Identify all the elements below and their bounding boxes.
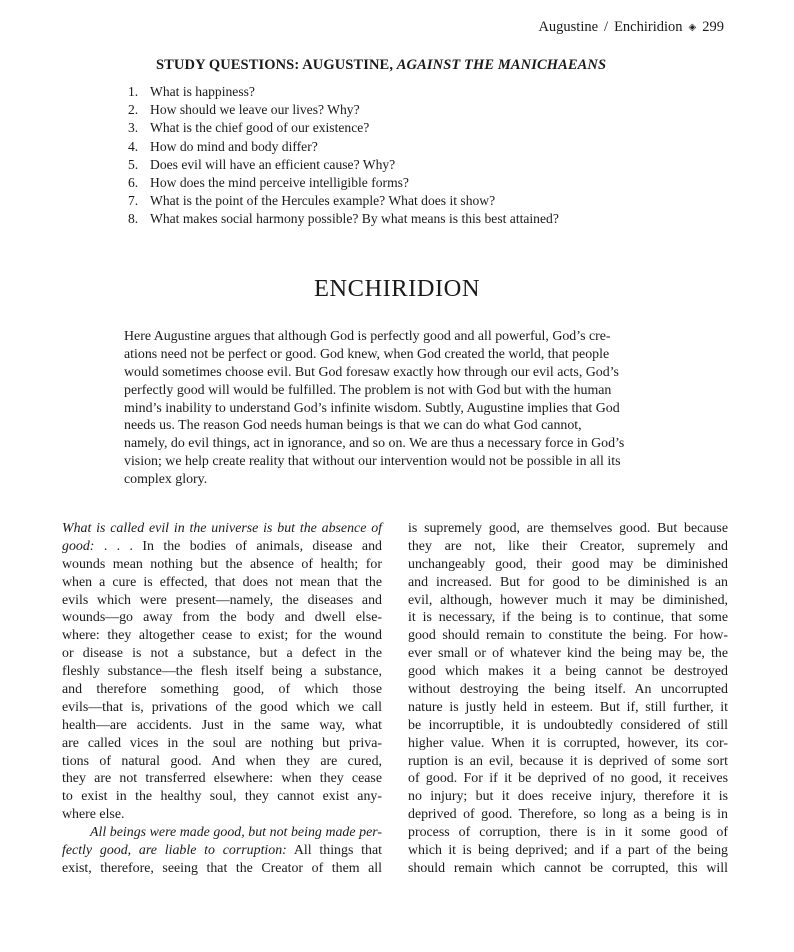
body-line: it is necessary, if the being is to continue, that some: [408, 610, 728, 626]
intro-line: mind’s inability to understand God’s infinite wisdom. Subtly, Augustine implies that God: [124, 400, 620, 416]
intro-line: ations need not be perfect or good. God knew, when God created the world, that people: [124, 346, 610, 362]
question-text: What is the point of the Hercules example? What does it show?: [150, 193, 496, 209]
body-line: and increased. But for good to be diminished is an: [408, 574, 728, 590]
body-line: no injury; but it does receive injury, therefore it is: [408, 789, 728, 805]
body-line: be incorruptible, it is undoubtedly considered of still: [408, 717, 728, 733]
question-text: How do mind and body differ?: [150, 138, 318, 154]
question-item: [128, 101, 559, 119]
body-line: ever small or of whatever kind the being may be, the: [408, 646, 728, 662]
body-line: exist, therefore, seeing that the Creator of them all: [62, 860, 382, 876]
intro-line: would sometimes choose evil. But God foresaw exactly how through our evil acts, God’s: [124, 364, 619, 380]
question-text: How should we leave our lives? Why?: [150, 102, 360, 118]
study-questions-title: [156, 57, 606, 74]
body-line: health—are accidents. Just in the same way, what: [62, 717, 382, 733]
question-number: 2.: [128, 102, 139, 118]
body-line: without destroying the being itself. An uncorrupted: [408, 682, 728, 698]
intro-line: complex glory.: [124, 472, 208, 488]
body-line: higher value. When it is corrupted, however, its cor-: [408, 735, 728, 751]
question-text: What is the chief good of our existence?: [150, 120, 370, 136]
intro-line: Here Augustine argues that although God is perfectly good and all powerful, God’s cre-: [124, 329, 611, 344]
intro-paragraph: [124, 328, 624, 489]
question-item: [128, 210, 559, 228]
body-line-roman: . . . In the bodies of animals, disease and: [94, 538, 382, 554]
question-text: What makes social harmony possible? By what means is this best attained?: [150, 211, 559, 227]
section-title: ENCHIRIDION: [313, 275, 481, 302]
body-line: to exist in the healthy soul, they cannot exist any-: [62, 789, 382, 805]
question-number: 7.: [128, 193, 139, 209]
body-line: process of corruption, there is in it some good of: [408, 825, 728, 841]
question-number: 8.: [128, 211, 139, 227]
question-item: [128, 138, 559, 156]
question-item: [128, 83, 559, 101]
intro-line: vision; we help create reality that without our intervention would not be possible in all its: [124, 454, 621, 470]
body-line: they are not, like their Creator, supremely and: [408, 538, 728, 554]
body-line: unchangeably good, their good may be diminished: [408, 556, 728, 572]
body-line: What is called evil in the universe is but the absence of: [62, 521, 382, 536]
question-text: What is happiness?: [150, 84, 255, 99]
body-line: wounds—go away from the body and dwell else-: [62, 610, 382, 626]
body-line: ruption is an evil, because it is deprived of some sort: [408, 753, 728, 769]
body-line: they are not transferred elsewhere: when they cease: [62, 771, 382, 787]
body-line: good should remain to constitute the being. For how-: [408, 628, 728, 644]
body-line-italic: good:: [62, 538, 95, 554]
left-column: [62, 520, 382, 878]
question-item: [128, 174, 559, 192]
body-line: or disease is not a substance, but a defect in the: [62, 646, 382, 662]
question-number: 1.: [128, 84, 139, 99]
body-line: and therefore something good, of which those: [62, 682, 382, 698]
body-line: is supremely good, are themselves good. But because: [408, 521, 728, 536]
body-line: deprived of good. Therefore, so long as a being is in: [408, 807, 728, 823]
body-line: evils which were present—namely, the diseases and: [62, 592, 382, 608]
body-line-roman: All things that: [286, 843, 382, 859]
body-line: [62, 842, 382, 860]
intro-line: namely, do evil things, act in ignorance, and so on. We are thus a necessary force in God’s: [124, 436, 625, 452]
body-line: where: they altogether cease to exist; for the wound: [62, 628, 382, 644]
body-line: where else.: [62, 807, 125, 823]
body-line: are called vices in the soul are nothing but priva-: [62, 735, 382, 751]
running-head-title: Enchiridion: [614, 19, 683, 35]
study-questions-title-work: AGAINST THE MANICHAEANS: [396, 57, 607, 73]
running-head-separator: /: [604, 19, 609, 35]
page-number: 299: [702, 19, 724, 35]
body-line: wounds mean nothing but the absence of health; for: [62, 556, 382, 572]
body-line-italic: fectly good, are liable to corruption:: [62, 843, 287, 859]
body-line: evil, although, however much it may be diminished,: [408, 592, 728, 608]
running-head-author: Augustine: [538, 19, 599, 35]
ornament-icon: ◈: [688, 22, 697, 33]
body-line: evils—that is, privations of the good which we call: [62, 699, 382, 715]
study-questions-list: [128, 83, 559, 229]
body-line: [62, 538, 382, 556]
body-line: good which makes it a being cannot be destroyed: [408, 664, 728, 680]
question-number: 5.: [128, 156, 139, 172]
question-item: [128, 192, 559, 210]
question-number: 6.: [128, 174, 139, 190]
question-number: 3.: [128, 120, 139, 136]
body-line: which it is being deprived; and if a part of the being: [408, 843, 728, 859]
intro-line: needs us. The reason God needs human beings is that we can do what God cannot,: [124, 418, 582, 434]
body-line: nature is justly held in esteem. But if, still further, it: [408, 699, 728, 715]
body-line: should remain which cannot be corrupted, this will: [408, 860, 728, 876]
question-text: Does evil will have an efficient cause? Why?: [150, 156, 396, 172]
body-line: All beings were made good, but not being made per-: [90, 825, 382, 841]
intro-line: perfectly good will would be fulfilled. The problem is not with God but with the human: [124, 382, 612, 398]
body-line: tions of natural good. And when they are cured,: [62, 753, 382, 769]
body-line: of good. For if it be deprived of no good, it receives: [408, 771, 728, 787]
right-column: [408, 520, 728, 878]
question-item: [128, 156, 559, 174]
question-text: How does the mind perceive intelligible forms?: [150, 174, 409, 190]
body-line: when a cure is effected, that does not mean that the: [62, 574, 382, 590]
body-line: fleshly substance—the flesh itself being a substance,: [62, 664, 382, 680]
study-questions-title-prefix: STUDY QUESTIONS: AUGUSTINE,: [156, 57, 397, 73]
question-item: [128, 119, 559, 137]
running-head: [538, 19, 724, 36]
question-number: 4.: [128, 138, 139, 154]
